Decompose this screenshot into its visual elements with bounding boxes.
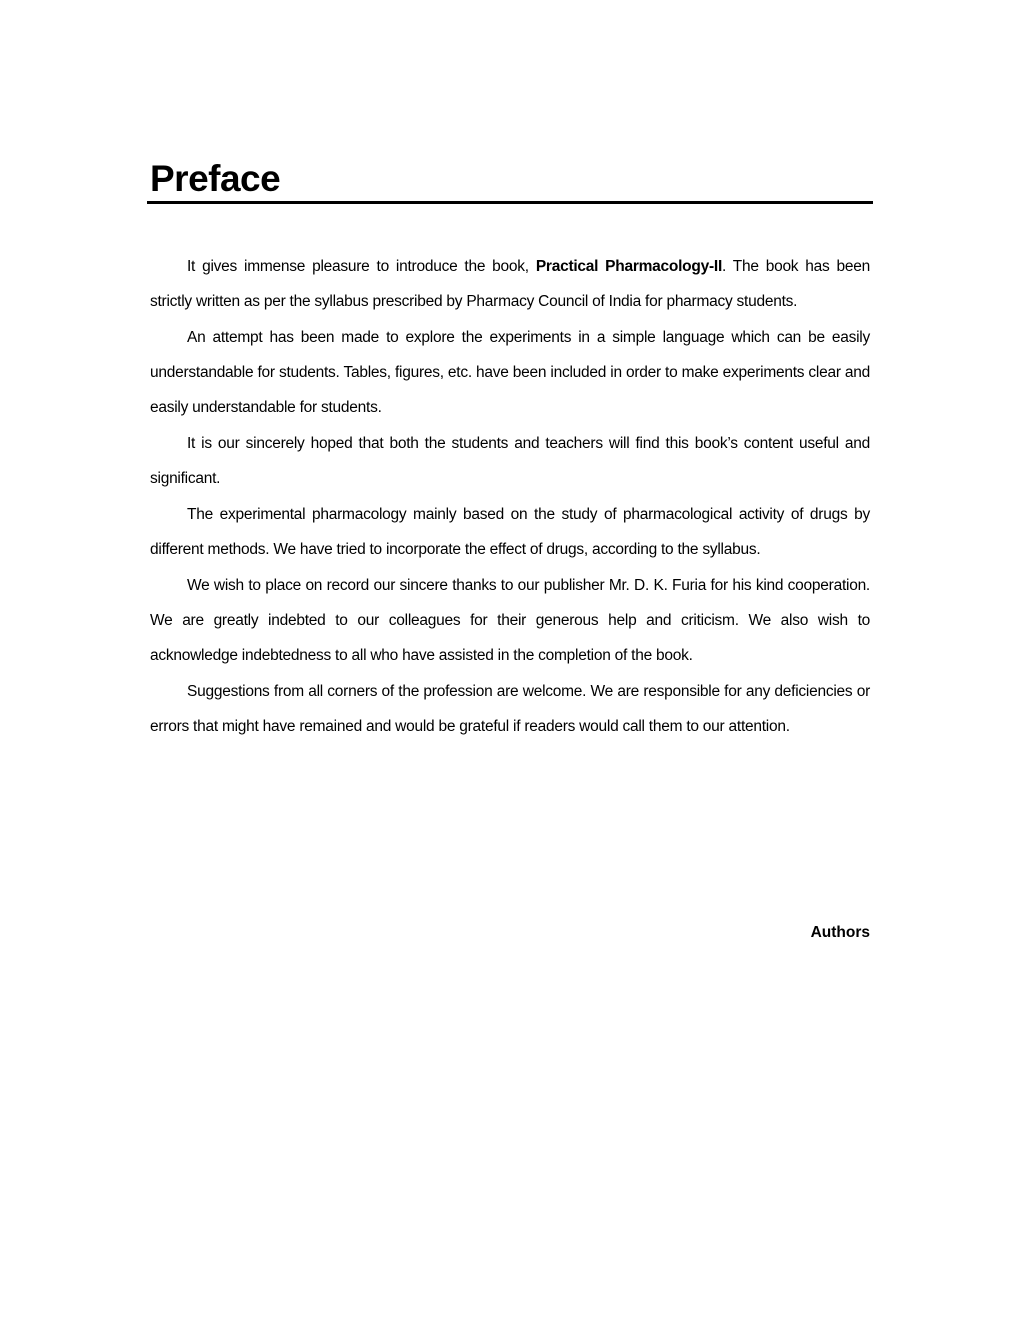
title-underline [147, 201, 873, 204]
paragraph: An attempt has been made to explore the experiments in a simple language which can be easily understandable for students. Tables, figures, etc. have been included in order to make experiments clear and easily understandable for students. [150, 329, 870, 416]
paragraph-text: It gives immense pleasure to introduce the book, [187, 258, 536, 275]
preface-body [150, 249, 870, 745]
paragraph [150, 249, 870, 319]
paragraph: The experimental pharmacology mainly based on the study of pharmacological activity of drugs by different methods. We have tried to incorporate the effect of drugs, according to the syllabus. [150, 506, 870, 558]
paragraph: It is our sincerely hoped that both the students and teachers will find this book’s content useful and significant. [150, 435, 870, 487]
signature: Authors [810, 924, 870, 941]
paragraph: Suggestions from all corners of the profession are welcome. We are responsible for any deficiencies or errors that might have remained and would be grateful if readers would call them to our attention. [150, 683, 870, 735]
book-title: Practical Pharmacology-II [535, 258, 723, 275]
page-title: Preface [150, 158, 281, 199]
paragraph: We wish to place on record our sincere thanks to our publisher Mr. D. K. Furia for his kind cooperation. We are greatly indebted to our colleagues for their generous help and criticism. We also wish to acknowledge indebtedness to all who have assisted in the completion of the book. [150, 577, 870, 664]
paragraph-text: . The book has been strictly written as per the syllabus prescribed by Pharmacy Council of India for pharmacy students. [150, 258, 870, 310]
